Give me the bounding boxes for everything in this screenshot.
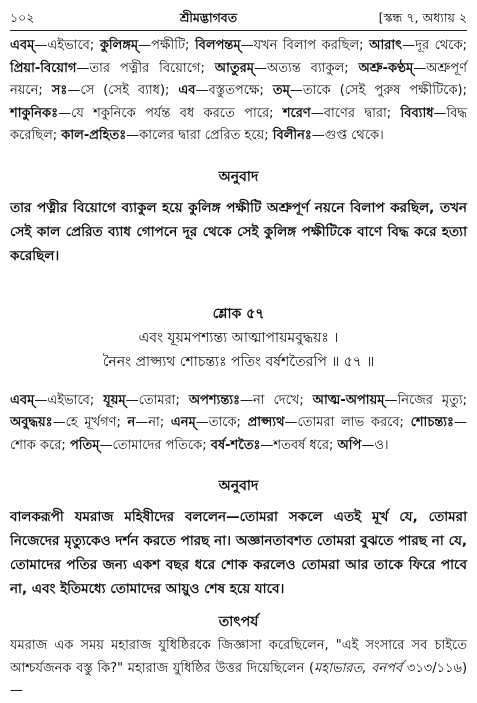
synonym-word: এব — [178, 83, 196, 98]
page — [10, 6, 467, 696]
synonym-word: প্রাপ্স্যথ — [247, 415, 285, 430]
synonym-word: অশ্রু-কণ্ঠম্ — [358, 60, 414, 76]
synonym-word: আরাৎ — [369, 38, 403, 53]
synonym-word: এনম্ — [170, 415, 196, 430]
synonyms-paragraph-2 — [10, 390, 467, 458]
translation-heading-1: অনুবাদ — [218, 168, 259, 185]
synonym-word: বিলীনঃ — [272, 128, 312, 143]
synonym-word: বিব্যাধ — [400, 105, 434, 121]
header-rule — [10, 30, 467, 31]
synonym-meaning: —কালের দ্বারা প্রেরিত হয়ে; — [126, 128, 273, 143]
verse-line-1: এবং যূয়মপশ্যন্ত্য আত্মাপায়মবুদ্ধয়ঃ । — [138, 329, 339, 346]
synonym-meaning: —সে (সেই ব্যাধ); — [67, 83, 179, 98]
synonym-word: বর্ষ-শতৈঃ — [210, 437, 261, 453]
synonym-word: কুলিঙ্গম্ — [99, 38, 139, 53]
page-header — [10, 6, 467, 30]
synonym-word: অপি — [337, 437, 362, 453]
purport-reference: মহাভারত, বনপর্ব — [314, 660, 403, 676]
synonym-word: শাকুনিকঃ — [10, 105, 59, 121]
synonym-meaning: —না দেখে; — [240, 392, 313, 408]
purport-heading: তাৎপর্য — [218, 614, 259, 630]
synonym-meaning: —বিদ্ধ করেছিল; — [10, 105, 467, 143]
purport-text: যমরাজ এক সময় মহারাজ যুধিষ্ঠিরকে জিজ্ঞাসা করেছিলেন, "এই সংসারে সব চাইতে আশ্চর্যজনক বস্তু কি?" মহারাজ যুধিষ্ঠির উত্তর দিয়েছিলেন ( — [10, 638, 467, 676]
synonym-word: ন — [127, 415, 136, 430]
synonym-meaning: —নিজের মৃত্যু; — [384, 392, 467, 408]
synonym-meaning: —পক্ষীটি; — [138, 38, 195, 53]
synonym-meaning: —বস্তুতপক্ষে; — [195, 83, 273, 98]
synonym-word: শোচন্ত্যঃ — [410, 415, 454, 430]
synonym-meaning: —শোক করে; — [10, 415, 467, 453]
purport-tail: ৩১৩/১১৬)— — [10, 660, 468, 698]
synonym-meaning: —যখন বিলাপ করছিল; — [240, 38, 370, 53]
synonym-meaning: —এইভাবে; — [34, 38, 100, 53]
synonym-word: তম্ — [272, 83, 290, 98]
synonym-word: বিলপন্তম্ — [194, 38, 241, 53]
synonym-word: যূয়ম্ — [103, 392, 126, 408]
translation-paragraph-1: তার পত্নীর বিয়োগে ব্যাকুল হয়ে কুলিঙ্গ পক্ষীটি অশ্রুপূর্ণ নয়নে বিলাপ করছিল, তখন সেই কাল প্রেরিত ব্যাধ গোপনে দূর থেকে সেই কুলিঙ্গ পক্ষীটিকে বাণে বিদ্ধ করে হত্যা করেছিল। — [10, 199, 467, 264]
synonym-meaning: —বাণের দ্বারা; — [310, 105, 401, 121]
synonym-word: এবম্ — [10, 392, 35, 408]
purport-paragraph — [10, 635, 467, 703]
synonym-meaning: —তার পত্নীর বিয়োগে; — [76, 60, 215, 76]
synonym-word: পতিম্ — [69, 437, 100, 453]
synonym-meaning: —না; — [135, 415, 171, 430]
synonym-meaning: —অশ্রুপূর্ণ নয়নে; — [10, 60, 467, 98]
synonym-meaning: —যে শকুনিকে পর্যন্ত বধ করতে পারে; — [58, 105, 283, 121]
synonym-word: এবম্ — [10, 38, 35, 53]
synonyms-paragraph-1 — [10, 35, 467, 148]
synonym-word: সঃ — [51, 83, 68, 98]
synonym-word: কাল-প্রহিতঃ — [61, 128, 127, 143]
synonym-meaning: —তোমরা লাভ করবে; — [284, 415, 411, 430]
translation-heading-2: অনুবাদ — [218, 478, 259, 494]
synonym-meaning: —দূর থেকে; — [402, 38, 467, 53]
synonym-meaning: —হে মূর্খগণ; — [52, 415, 128, 430]
verse-line-2: নৈনং প্রাপ্স্যথ শোচন্ত্যঃ পতিং বর্ষশতৈরপি ॥ ৫৭ ॥ — [102, 353, 375, 370]
synonym-word: শরেণ — [282, 105, 311, 121]
synonym-meaning: —ও। — [361, 437, 389, 453]
translation-paragraph-2: বালকরূপী যমরাজ মহিষীদের বললেন—তোমরা সকলে এতই মূর্খ যে, তোমরা নিজেদের মৃত্যুকেও দর্শন করতে পারছ না। অজ্ঞানতাবশত তোমরা বুঝতে পারছ না যে, তোমাদের পতির জন্য একশ বছর ধরে শোক করলেও তোমরা আর তাকে ফিরে পাবে না, এবং ইতিমধ্যে তোমাদের আয়ুও শেষ হয়ে যাবে। — [10, 509, 467, 597]
synonym-word: আত্ম-অপায়ম্ — [312, 392, 385, 408]
page-number: ১০২ — [10, 10, 35, 25]
synonym-meaning: —তোমাদের পতিকে; — [99, 437, 211, 453]
synonym-word: অপশ্যন্ত্যঃ — [188, 392, 241, 408]
synonym-meaning: —তোমরা; — [125, 392, 189, 408]
synonym-word: অবুদ্ধয়ঃ — [10, 415, 53, 430]
synonym-meaning: —তাকে (সেই পুরুষ পক্ষীটিকে); — [289, 83, 468, 98]
synonym-word: প্রিয়া-বিয়োগ — [10, 60, 77, 76]
synonym-word: আতুরম্ — [214, 60, 255, 76]
synonym-meaning: —এইভাবে; — [34, 392, 104, 408]
synonym-meaning: —গুপ্ত থেকে। — [311, 128, 384, 143]
synonym-meaning: —অত্যন্ত ব্যাকুল; — [254, 60, 359, 76]
verse-number: শ্লোক ৫৭ — [212, 305, 265, 322]
synonym-meaning: —শতবর্ষ ধরে; — [260, 437, 338, 453]
book-title: শ্রীমদ্ভাগবত — [179, 10, 238, 25]
synonym-meaning: —তাকে; — [195, 415, 248, 430]
chapter-location: [স্কন্ধ ৭, অধ্যায় ২ — [378, 10, 467, 25]
